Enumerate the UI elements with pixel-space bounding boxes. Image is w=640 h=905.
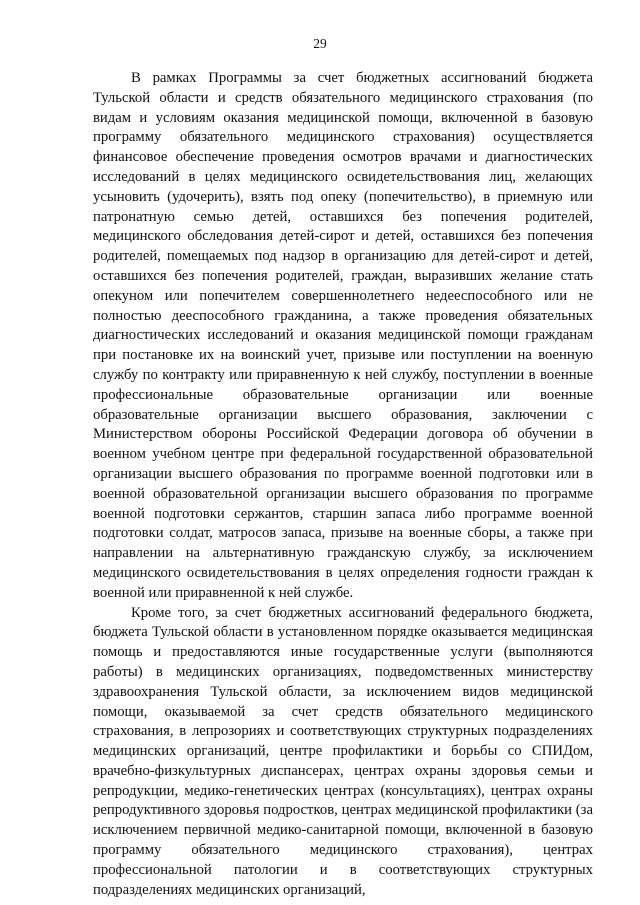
page-number: 29	[313, 36, 327, 51]
paragraph-additional-funding: Кроме того, за счет бюджетных ассигнований федерального бюджета, бюджета Тульской области в установленном порядке оказывается медицинская помощь и предоставляются иные государственные услуги (выполняются работы) в медицинских организациях, подведомственных министерству здравоохранения Тульской области, за исключением видов медицинской помощи, оказываемой за счет средств обязательного медицинского страхования, в лепрозориях и соответствующих структурных подразделениях медицинских организаций, центре профилактики и борьбы со СПИДом, врачебно-физкультурных диспансерах, центрах охраны здоровья семьи и репродукции, медико-генетических центрах (консультациях), центрах охраны репродуктивного здоровья подростков, центрах медицинской профилактики (за исключением первичной медико-санитарной помощи, включенной в базовую программу обязательного медицинского страхования), центрах профессиональной патологии и в соответствующих структурных подразделениях медицинских организаций,	[93, 604, 593, 898]
document-body	[93, 69, 593, 900]
paragraph-program-financing: В рамках Программы за счет бюджетных ассигнований бюджета Тульской области и средств обязательного медицинского страхования (по видам и условиям оказания медицинской помощи, включенной в базовую программу обязательного медицинского страхования) осуществляется финансовое обеспечение проведения осмотров врачами и диагностических исследований в целях медицинского освидетельствования лиц, желающих усыновить (удочерить), взять под опеку (попечительство), в приемную или патронатную семью детей, оставшихся без попечения родителей, медицинского обследования детей-сирот и детей, оставшихся без попечения родителей, помещаемых под надзор в организацию для детей-сирот и детей, оставшихся без попечения родителей, граждан, выразивших желание стать опекуном или попечителем совершеннолетнего недееспособного или не полностью дееспособного гражданина, а также проведения обязательных диагностических исследований и оказания медицинской помощи гражданам при постановке их на воинский учет, призыве или поступлении на военную службу по контракту или приравненную к ней службу, поступлении в военные профессиональные образовательные организации или военные образовательные организации высшего образования, заключении с Министерством обороны Российской Федерации договора об обучении в военном учебном центре при федеральной государственной образовательной организации высшего образования по программе военной подготовки или в военной образовательной организации высшего образования по программе военной подготовки сержантов, старшин запаса либо программе военной подготовки солдат, матросов запаса, призыве на военные сборы, а также при направлении на альтернативную гражданскую службу, за исключением медицинского освидетельствования в целях определения годности граждан к военной или приравненной к ней службе.	[93, 70, 593, 601]
